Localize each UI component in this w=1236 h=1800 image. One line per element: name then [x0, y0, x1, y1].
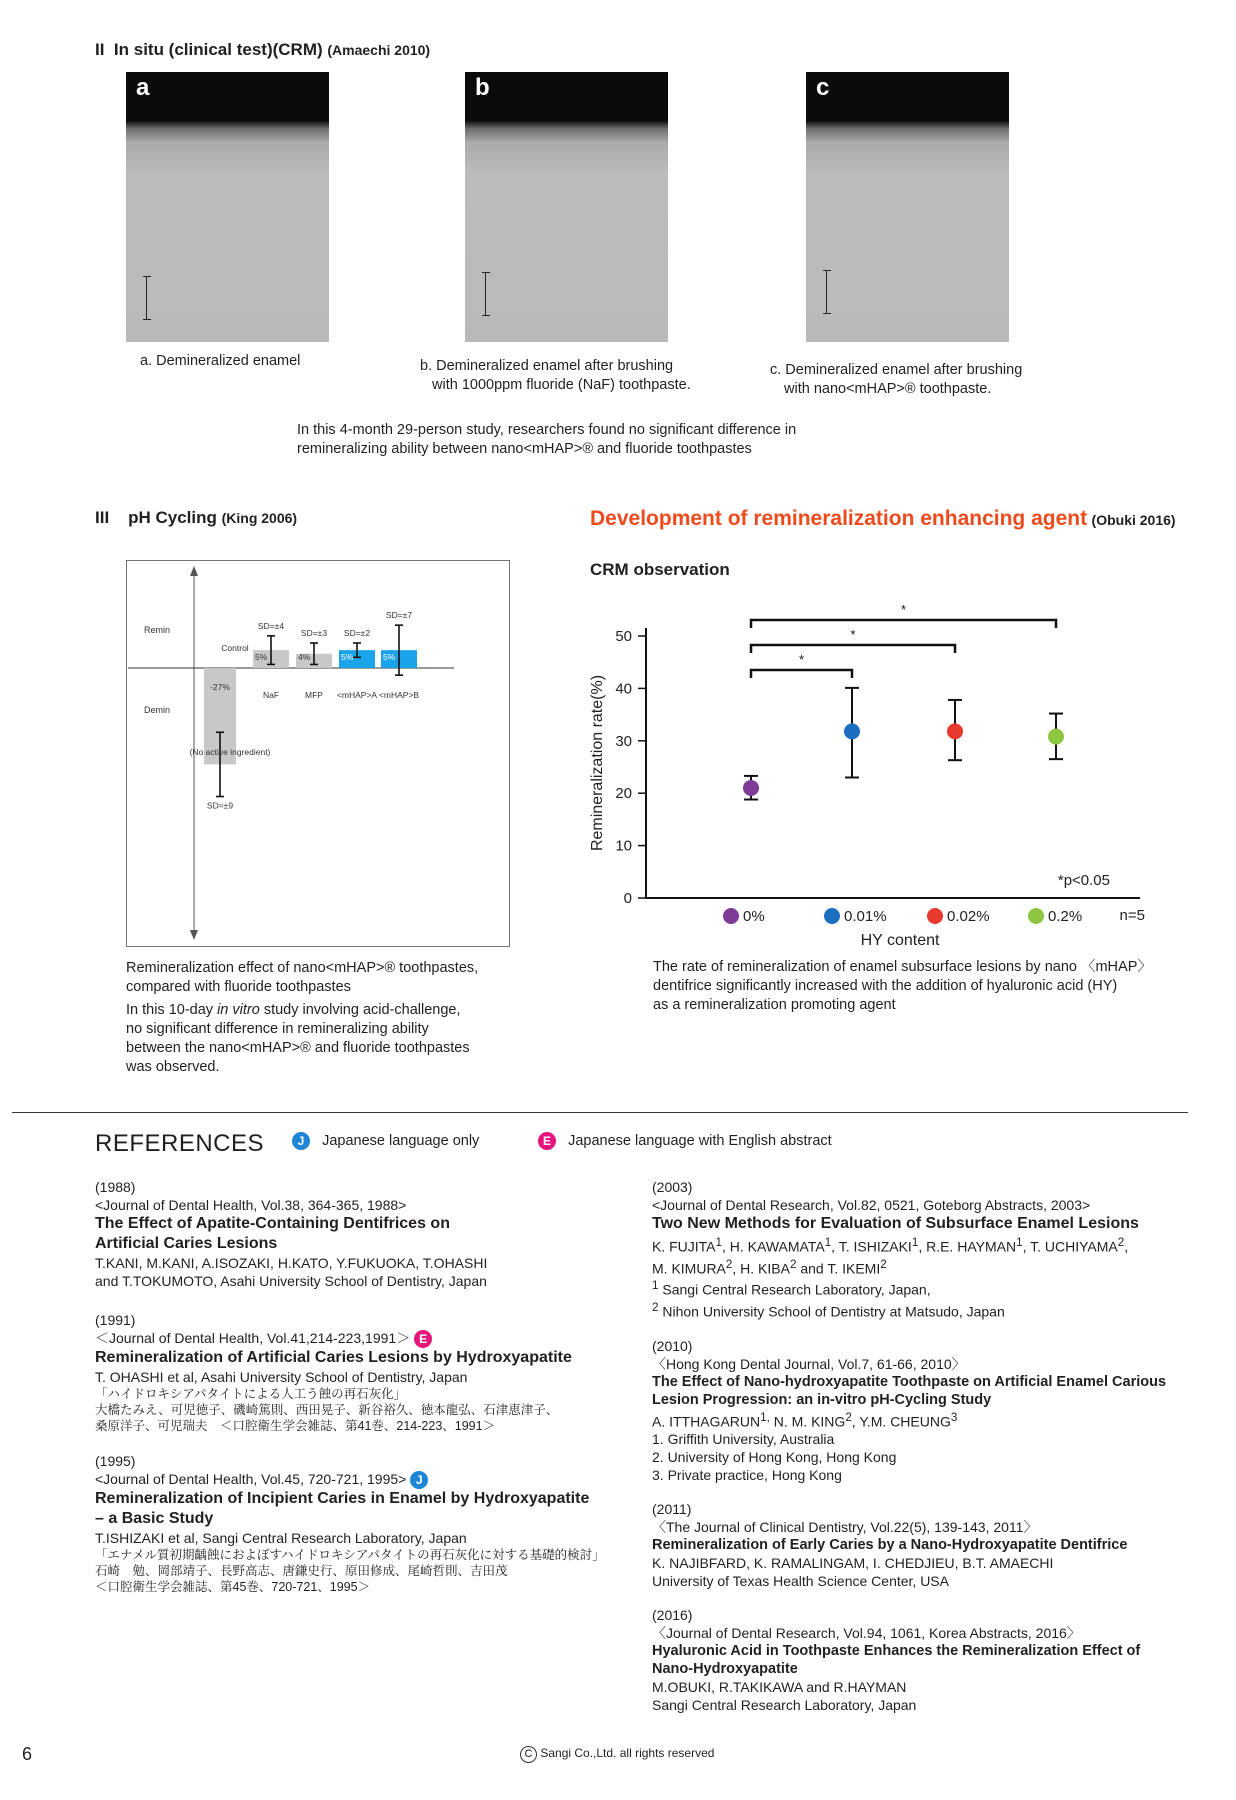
reference-1988: (1988) <Journal of Dental Health, Vol.38, 364-365, 1988> The Effect of Apatite-Containing Dentifrices on Artificial Caries Lesions T.KANI, M.KANI, A.ISOZAKI, H.KATO, Y.FUKUOKA, T.OHASHI and T.TOKUMOTO, Asahi University School of Dentistry, Japan — [95, 1179, 488, 1289]
legend-marker — [723, 908, 739, 924]
section-3-title: pH Cycling — [128, 508, 217, 527]
bar-label: 5% — [383, 652, 396, 662]
significance-bracket — [751, 620, 1056, 628]
demin-label: Demin — [144, 705, 171, 715]
sd-label: SD=±7 — [385, 610, 413, 621]
sd-label: SD=±3 — [300, 628, 328, 639]
section-3-cite: (King 2006) — [221, 510, 298, 526]
japanese-badge-icon: J — [410, 1471, 428, 1489]
reference-journal: <Journal of Dental Research, Vol.82, 0521, Goteborg Abstracts, 2003> — [652, 1197, 1091, 1213]
reference-year: (2010) — [652, 1337, 693, 1354]
photo-letter: a — [136, 74, 150, 101]
sd-label: SD=±9 — [206, 800, 234, 811]
section-4-heading — [590, 507, 1176, 531]
reference-title: Hyaluronic Acid in Toothpaste Enhances the Remineralization Effect of — [652, 1643, 1141, 1660]
p-value-note: *p<0.05 — [1057, 872, 1110, 889]
references-title: REFERENCES — [95, 1130, 265, 1157]
section-3-note-line: between the nano<mHAP>® and fluoride toothpastes — [126, 1040, 470, 1056]
category-label: 0.01% — [844, 908, 887, 925]
reference-2003 — [652, 1178, 1192, 1321]
reference-year: (2016) — [652, 1607, 693, 1624]
reference-author-line: University of Texas Health Science Center, USA — [652, 1573, 949, 1590]
data-point — [1048, 729, 1064, 745]
photo-fluoride-brushed — [465, 72, 668, 342]
legend-marker — [927, 908, 943, 924]
ph-cycling-chart — [126, 560, 510, 947]
scale-bar — [823, 270, 831, 314]
y-tick-label: 50 — [615, 628, 632, 645]
reference-title: Lesion Progression: an in-vitro pH-Cycling Study — [652, 1391, 992, 1408]
reference-author-line: K. NAJIBFARD, K. RAMALINGAM, I. CHEDJIEU, B.T. AMAECHI — [652, 1555, 1054, 1572]
category-label: Control — [221, 643, 249, 653]
reference-year: (2003) — [652, 1179, 693, 1195]
reference-1995: (1995) <Journal of Dental Health, Vol.45, 720-721, 1995> J Remineralization of Incipient Caries in Enamel by Hydroxyapatite – a Basic Study T.ISHIZAKI et al, Sangi Central Research Laboratory, Japan 「エナメル質初期齲蝕におよぼすハイドロキシアパタイトの再石灰化に対する基礎的検討」 石崎 勉、岡部靖子、長野高志、唐鎌史行、原田修成、尾崎哲則、吉田茂 ＜口腔衛生学会雑誌、第45巻、720-721、1995＞ — [95, 1453, 605, 1595]
photo-letter: b — [475, 74, 490, 101]
reference-2016 — [652, 1606, 1192, 1714]
reference-1991: (1991) ＜Journal of Dental Health, Vol.41,214-223,1991＞ E Remineralization of Artificial Caries Lesions by Hydroxyapatite T. OHASHI et al, Asahi University School of Dentistry, Japan 「ハイドロキシアパタイトによる人工う蝕の再石灰化」 大橋たみえ、可児徳子、磯崎篤則、西田晃子、新谷裕久、徳本龍弘、石津恵津子、 桑原洋子、可児瑞夫 ＜口腔衛生学会雑誌、第41巻、214-223、1991＞ — [95, 1312, 572, 1434]
legend-japanese-only: J Japanese language only — [292, 1132, 479, 1150]
x-axis-label: HY content — [860, 932, 940, 949]
reference-author-line: K. FUJITA$^1$, H. KAWAMATA$^1$, T. ISHIZAKI$^1$, R.E. HAYMAN$^1$, T. UCHIYAMA$^2$, — [652, 1236, 1129, 1255]
copyright-icon: C — [520, 1746, 537, 1763]
english-abstract-badge-icon: E — [414, 1330, 432, 1348]
reference-author-line: Sangi Central Research Laboratory, Japan — [652, 1697, 917, 1714]
reference-title: Nano-Hydroxyapatite — [652, 1661, 798, 1678]
reference-author-line: A. $ITTHAGARUN^{1,}$ N. M. KING$^2$, Y.M. CHEUNG$^3$ — [652, 1410, 958, 1430]
significance-star: * — [850, 627, 856, 642]
section-4-title: Development of remineralization enhancing agent — [590, 507, 1088, 530]
category-label: 0% — [743, 908, 765, 925]
section-3-note — [126, 1001, 470, 1077]
reference-journal: 〈Hong Kong Dental Journal, Vol.7, 61-66, 2010〉 — [652, 1355, 966, 1372]
section-3-note-line: no significant difference in remineralizing ability — [126, 1021, 429, 1037]
data-point — [844, 723, 860, 739]
legend-marker — [824, 908, 840, 924]
photo-c-caption: c. Demineralized enamel after brushing with nano<mHAP>® toothpaste. — [770, 362, 1023, 397]
section-2-note: In this 4-month 29-person study, researchers found no significant difference in remineralizing ability between nano<mHAP>® and fluoride toothpastes — [297, 422, 797, 457]
reference-author-line: M. KIMURA$^2$, H. KIBA$^2$ and T. IKEMI$^2$ — [652, 1257, 887, 1277]
reference-author-line: 1. Griffith University, Australia — [652, 1431, 835, 1448]
reference-journal: 〈The Journal of Clinical Dentistry, Vol.22(5), 139-143, 2011〉 — [652, 1519, 1038, 1536]
y-tick-label: 30 — [615, 732, 632, 750]
data-point — [743, 780, 759, 796]
reference-author-line: M.OBUKI, R.TAKIKAWA and R.HAYMAN — [652, 1679, 907, 1696]
section-3-note-line: In this 10-day in vitro study involving acid-challenge, — [126, 1002, 461, 1018]
significance-star: * — [798, 652, 805, 667]
data-point — [947, 723, 963, 739]
reference-title: The Effect of Nano-hydroxyapatite Toothpaste on Artificial Enamel Carious — [652, 1373, 1167, 1390]
category-label: 0.02% — [947, 908, 990, 925]
section-3-heading — [95, 508, 297, 528]
reference-journal: 〈Journal of Dental Research, Vol.94, 1061, Korea Abstracts, 2016〉 — [652, 1625, 1081, 1642]
reference-author-line: $^1$ Sangi Central Research Laboratory, Japan, — [652, 1279, 931, 1298]
bar-label: 5% — [341, 652, 354, 662]
section-3-number: III — [95, 508, 110, 527]
significance-star: * — [900, 602, 907, 617]
reference-title: Remineralization of Early Caries by a Nano-Hydroxyapatite Dentifrice — [652, 1537, 1128, 1554]
scale-bar — [143, 276, 151, 320]
copyright: C Sangi Co.,Ltd. all rights reserved — [520, 1746, 714, 1763]
section-2-number: II — [95, 40, 105, 59]
reference-author-line: 3. Private practice, Hong Kong — [652, 1467, 842, 1484]
section-2-cite: (Amaechi 2010) — [327, 42, 431, 58]
divider — [12, 1112, 1188, 1113]
y-tick-label: 10 — [615, 837, 632, 855]
reference-title: Two New Methods for Evaluation of Subsurface Enamel Lesions — [652, 1215, 1139, 1232]
photo-demineralized-enamel — [126, 72, 329, 342]
japanese-badge-icon: J — [292, 1132, 310, 1150]
y-axis-label: Remineralization rate(%) — [589, 674, 606, 852]
photo-b-caption: b. Demineralized enamel after brushing with 1000ppm fluoride (NaF) toothpaste. — [420, 358, 691, 393]
section-3-caption: Remineralization effect of nano<mHAP>® toothpastes, compared with fluoride toothpastes — [126, 960, 479, 995]
y-tick-label: 40 — [615, 680, 632, 698]
hy-chart — [580, 588, 1180, 960]
legend-marker — [1028, 908, 1044, 924]
reference-2011 — [652, 1500, 1192, 1590]
significance-bracket — [751, 645, 955, 653]
page-number: 6 — [22, 1744, 33, 1764]
reference-2010 — [652, 1337, 1192, 1485]
sd-label: SD=±4 — [257, 620, 285, 631]
section-4-note: The rate of remineralization of enamel subsurface lesions by nano 〈mHAP〉 dentifrice significantly increased with the addition of hyaluronic acid (HY) as a remineralization promoting agent — [653, 959, 1152, 1013]
bar-label: 4% — [298, 652, 311, 662]
sd-label: SD=±2 — [343, 628, 371, 639]
reference-author-line: $^2$ Nihon University School of Dentistry at Matsudo, Japan — [652, 1300, 1005, 1320]
reference-author-line: 2. University of Hong Kong, Hong Kong — [652, 1449, 897, 1466]
category-label: <mHAP>A — [336, 690, 378, 700]
section-2-title: In situ (clinical test)(CRM) — [113, 40, 323, 59]
bar-label: 5% — [255, 652, 268, 662]
section-2-heading — [95, 40, 430, 60]
significance-bracket — [751, 670, 852, 678]
scale-bar — [482, 272, 490, 316]
photo-a-caption: a. Demineralized enamel — [140, 353, 301, 369]
n-label: n=5 — [1119, 907, 1145, 924]
crm-subtitle: CRM observation — [590, 560, 730, 579]
y-tick-label: 20 — [615, 785, 632, 803]
photo-mhap-brushed — [806, 72, 1009, 342]
category-label: MFP — [305, 690, 323, 700]
photo-letter: c — [816, 74, 830, 101]
category-label: <mHAP>B — [378, 690, 420, 700]
control-note: (No active ingredient) — [189, 747, 271, 757]
category-label: 0.2% — [1048, 908, 1083, 925]
right-reference-column — [652, 1178, 1192, 1730]
category-label: NaF — [262, 690, 280, 700]
legend-english-abstract: E Japanese language with English abstract — [538, 1132, 832, 1150]
bar-label: -27% — [210, 682, 230, 692]
section-3-note-line: was observed. — [126, 1059, 220, 1075]
y-tick-label: 0 — [623, 890, 632, 907]
english-abstract-badge-icon: E — [538, 1132, 556, 1150]
reference-year: (2011) — [652, 1501, 692, 1518]
section-4-cite: (Obuki 2016) — [1091, 512, 1176, 528]
remin-label: Remin — [144, 625, 171, 635]
